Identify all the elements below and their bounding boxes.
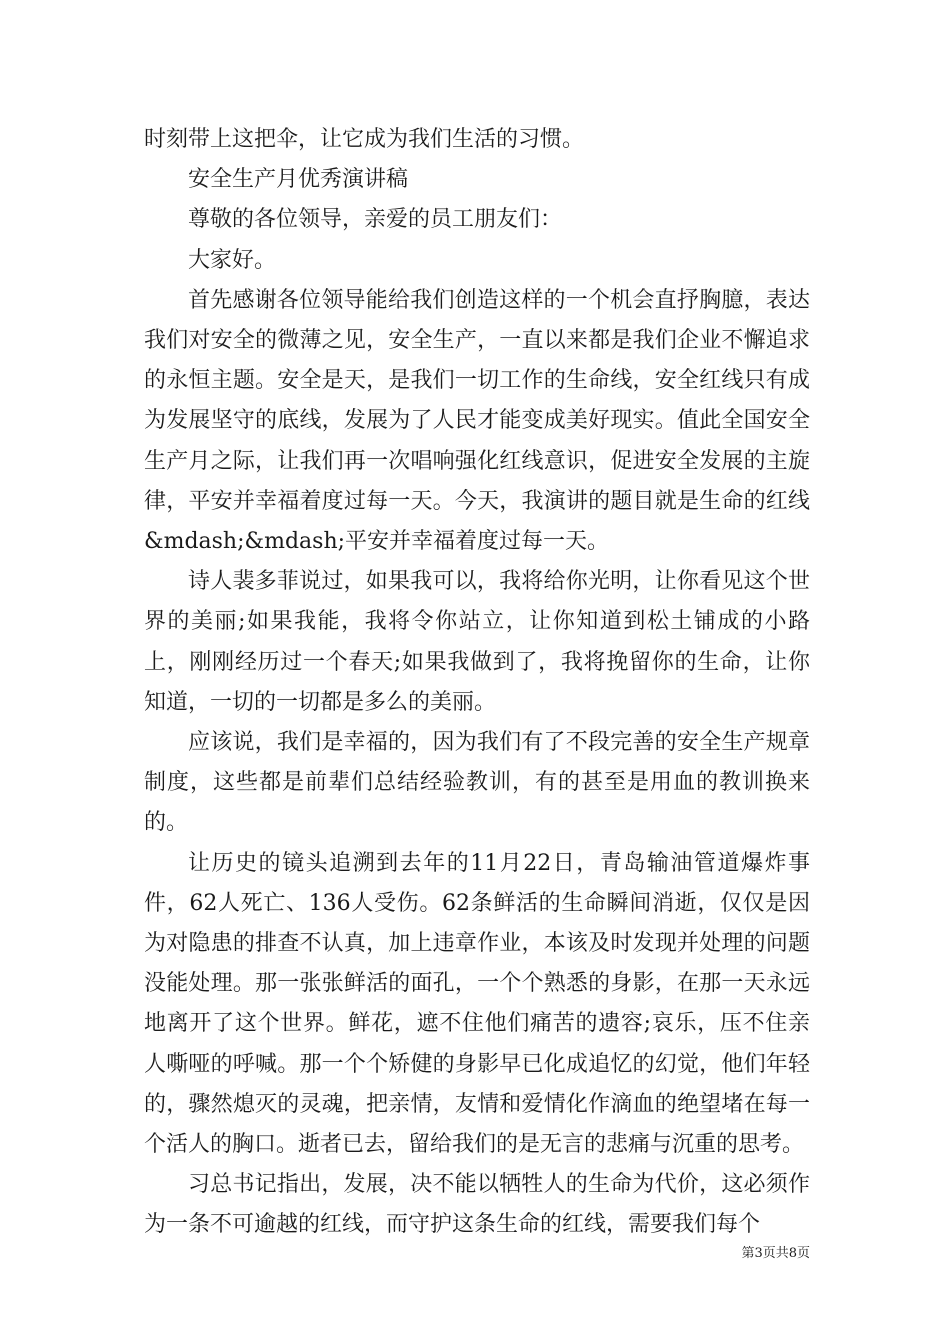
greeting: 大家好。 (188, 247, 277, 273)
speech-title: 安全生产月优秀演讲稿 (188, 167, 409, 193)
salutation: 尊敬的各位领导，亲爱的员工朋友们： (188, 207, 563, 233)
paragraph-9: 习总书记指出，发展，决不能以牺牲人的生命为代价，这必须作为一条不可逾越的红线，而守护这条生命的红线，需要我们每个 (144, 1172, 810, 1238)
paragraph-1: 时刻带上这把伞，让它成为我们生活的习惯。 (144, 127, 585, 152)
paragraph-6: 诗人裴多菲说过，如果我可以，我将给你光明，让你看见这个世界的美丽;如果我能，我将令你站立，让你知道到松土铺成的小路上，刚刚经历过一个春天;如果我做到了，我将挽留你的生命，让你知道，一切的一切都是多么的美丽。 (144, 569, 810, 715)
paragraph-8: 让历史的镜头追溯到去年的11月22日，青岛输油管道爆炸事件，62人死亡、136人受伤。62条鲜活的生命瞬间消逝，仅仅是因为对隐患的排查不认真，加上违章作业，本该及时发现并处理的问题没能处理。那一张张鲜活的面孔，一个个熟悉的身影，在那一天永远地离开了这个世界。鲜花，遮不住他们痛苦的遗容;哀乐，压不住亲人嘶哑的呼喊。那一个个矫健的身影早已化成追忆的幻觉，他们年轻的，骤然熄灭的灵魂，把亲情，友情和爱情化作滴血的绝望堵在每一个活人的胸口。逝者已去，留给我们的是无言的悲痛与沉重的思考。 (144, 850, 810, 1158)
paragraph-7: 应该说，我们是幸福的，因为我们有了不段完善的安全生产规章制度，这些都是前辈们总结经验教训，有的甚至是用血的教训换来的。 (144, 730, 810, 836)
document-body (144, 120, 810, 1246)
page-number: 第3页共8页 (741, 1246, 810, 1261)
paragraph-5: 首先感谢各位领导能给我们创造这样的一个机会直抒胸臆，表达我们对安全的微薄之见，安全生产，一直以来都是我们企业不懈追求的永恒主题。安全是天，是我们一切工作的生命线，安全红线只有成为发展坚守的底线，发展为了人民才能变成美好现实。值此全国安全生产月之际，让我们再一次唱响强化红线意识，促进安全发展的主旋律，平安并幸福着度过每一天。今天，我演讲的题目就是生命的红线&mdash;&mdash;平安并幸福着度过每一天。 (144, 287, 810, 555)
